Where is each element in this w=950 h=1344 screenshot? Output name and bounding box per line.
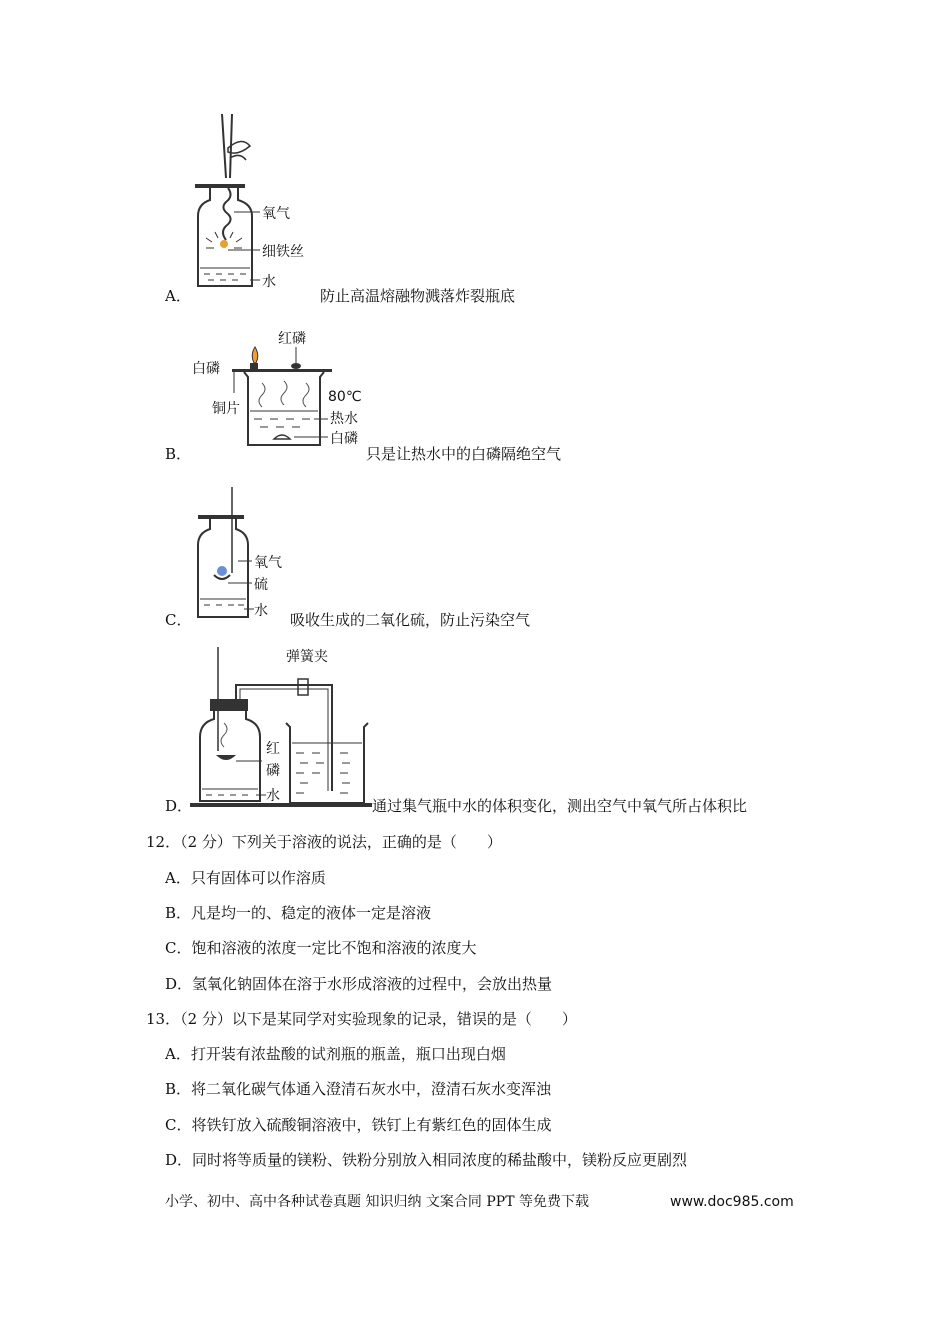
label-red-phosphorus: 红磷 — [278, 331, 306, 347]
option-d-text: 通过集气瓶中水的体积变化，测出空气中氧气所占体积比 — [372, 797, 748, 815]
label-copper-sheet: 铜片 — [212, 401, 240, 417]
option-b-text: 只是让热水中的白磷隔绝空气 — [366, 445, 562, 463]
label-phosphorus: 磷 — [266, 763, 280, 779]
q12-option-a: A．只有固体可以作溶质 — [165, 869, 326, 887]
label-water: 水 — [266, 788, 280, 804]
q13-stem: 13．（2 分）以下是某同学对实验现象的记录，错误的是（ ） — [146, 1010, 577, 1028]
label-red: 红 — [266, 741, 280, 757]
label-water: 水 — [254, 603, 268, 619]
q12-option-c: C．饱和溶液的浓度一定比不饱和溶液的浓度大 — [165, 939, 477, 957]
label-oxygen: 氧气 — [254, 555, 282, 571]
label-oxygen: 氧气 — [262, 206, 290, 222]
q13-option-d: D．同时将等质量的镁粉、铁粉分别放入相同浓度的稀盐酸中，镁粉反应更剧烈 — [165, 1151, 688, 1169]
q13-option-b: B．将二氧化碳气体通入澄清石灰水中，澄清石灰水变浑浊 — [165, 1080, 552, 1098]
label-water: 水 — [262, 274, 276, 290]
option-c-letter: C． — [165, 611, 192, 629]
label-iron-wire: 细铁丝 — [262, 244, 304, 260]
q12-option-b: B．凡是均一的、稳定的液体一定是溶液 — [165, 904, 432, 922]
label-white-phosphorus-top: 白磷 — [192, 361, 220, 377]
option-a-letter: A． — [165, 287, 191, 305]
label-temperature: 80℃ — [328, 389, 362, 405]
figure-a-iron-in-oxygen — [190, 108, 330, 293]
figure-c-sulfur-in-oxygen — [190, 485, 300, 625]
q13-option-a: A．打开装有浓盐酸的试剂瓶的瓶盖，瓶口出现白烟 — [165, 1045, 506, 1063]
footer-text: 小学、初中、高中各种试卷真题 知识归纳 文案合同 PPT 等免费下载 — [165, 1194, 589, 1210]
figure-d-oxygen-content — [190, 645, 375, 810]
option-b-letter: B． — [165, 445, 192, 463]
label-spring-clamp: 弹簧夹 — [286, 649, 328, 665]
option-a-text: 防止高温熔融物溅落炸裂瓶底 — [320, 287, 516, 305]
q12-option-d: D．氢氧化钠固体在溶于水形成溶液的过程中，会放出热量 — [165, 975, 553, 993]
figure-b-phosphorus-combustion — [190, 325, 390, 460]
label-white-phosphorus-bottom: 白磷 — [330, 431, 358, 447]
q12-stem: 12．（2 分）下列关于溶液的说法，正确的是（ ） — [146, 833, 502, 851]
label-hot-water: 热水 — [330, 411, 358, 427]
q13-option-c: C．将铁钉放入硫酸铜溶液中，铁钉上有紫红色的固体生成 — [165, 1116, 552, 1134]
option-d-letter: D． — [165, 797, 193, 815]
footer-url[interactable]: www.doc985.com — [670, 1194, 794, 1210]
option-c-text: 吸收生成的二氧化硫，防止污染空气 — [290, 611, 531, 629]
label-sulfur: 硫 — [254, 577, 268, 593]
